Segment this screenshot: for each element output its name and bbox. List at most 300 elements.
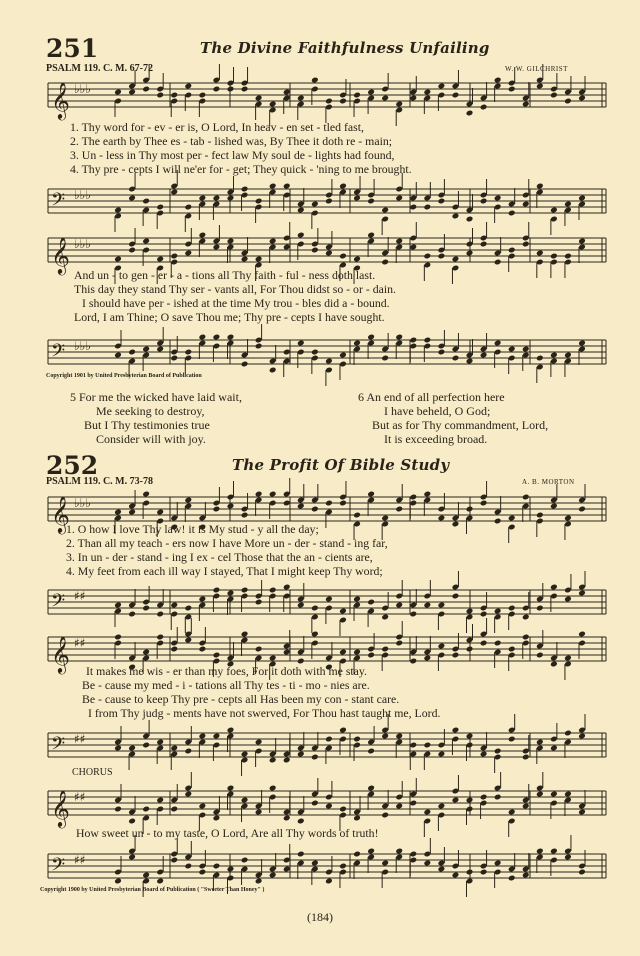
note-head <box>227 727 235 734</box>
note-head <box>409 494 417 501</box>
note-head <box>438 803 446 810</box>
note-head <box>325 198 333 205</box>
note-head <box>522 634 530 641</box>
note-head <box>522 241 530 248</box>
note-head <box>409 742 417 749</box>
note-head <box>184 204 192 211</box>
lyric-line: 2. Than all my teach - ers now I have More un - der - stand - ing far, <box>66 536 388 550</box>
note-head <box>114 207 122 214</box>
note-head <box>199 195 207 202</box>
note-head <box>199 733 207 740</box>
note-head <box>142 491 150 498</box>
note-head <box>367 599 375 606</box>
note-head <box>452 213 460 220</box>
note-head <box>339 608 347 615</box>
note-head <box>564 854 572 861</box>
note-head <box>480 794 488 801</box>
note-head <box>395 238 403 245</box>
note-head <box>184 863 192 870</box>
lyric-line: 3. Un - less in Thy most per - fect law My soul de - lights had found, <box>70 148 395 162</box>
lyric-line: 1. Thy word for - ev - er is, O Lord, In heav - en set - tled fast, <box>70 120 364 134</box>
note-head <box>494 340 502 347</box>
note-head <box>297 232 305 239</box>
note-head <box>395 640 403 647</box>
note-head <box>241 751 249 758</box>
note-head <box>466 110 474 117</box>
note-head <box>325 500 333 507</box>
verse-line: It is exceeding broad. <box>384 432 488 446</box>
note-head <box>213 733 221 740</box>
note-head <box>339 806 347 813</box>
note-head <box>452 355 460 362</box>
note-head <box>142 872 150 879</box>
note-head <box>550 92 558 99</box>
note-head <box>170 92 178 99</box>
note-head <box>114 89 122 96</box>
lyric-line: And un - to gen - er - a - tions all Thy faith - ful - ness doth last. <box>74 268 376 282</box>
note-head <box>184 83 192 90</box>
note-head <box>255 878 263 885</box>
bass-staff <box>44 183 610 219</box>
note-head <box>269 101 277 108</box>
note-head <box>438 751 446 758</box>
note-head <box>508 86 516 93</box>
note-head <box>395 733 403 740</box>
note-head <box>184 250 192 257</box>
note-head <box>227 785 235 792</box>
note-head <box>564 791 572 798</box>
note-head <box>311 349 319 356</box>
note-head <box>480 611 488 618</box>
page-number: (184) <box>307 910 333 924</box>
note-head <box>578 195 586 202</box>
note-head <box>564 352 572 359</box>
note-head <box>381 733 389 740</box>
chorus-lyric-line: How sweet un - to my taste, O Lord, Are all Thy words of truth! <box>76 826 379 840</box>
note-head <box>269 655 277 662</box>
note-head <box>353 340 361 347</box>
note-head <box>367 89 375 96</box>
note-head <box>480 352 488 359</box>
note-head <box>494 860 502 867</box>
note-head <box>367 198 375 205</box>
note-head <box>128 509 136 516</box>
note-head <box>269 367 277 374</box>
note-head <box>438 643 446 650</box>
note-head <box>564 515 572 522</box>
note-head <box>466 250 474 257</box>
note-head <box>170 253 178 260</box>
treble-clef-icon: 𝄞 <box>51 495 70 533</box>
hymn-title: The Profit Of Bible Study <box>232 456 450 474</box>
note-head <box>227 195 235 202</box>
note-head <box>227 866 235 873</box>
note-head <box>325 878 333 885</box>
note-head <box>381 259 389 266</box>
note-head <box>508 210 516 217</box>
hymn-composer: A. B. MORTON <box>522 478 575 486</box>
note-head <box>325 250 333 257</box>
note-head <box>283 757 291 764</box>
note-head <box>452 92 460 99</box>
note-head <box>466 216 474 223</box>
lyric-line: It makes me wis - er than my foes, For it doth with me stay. <box>86 664 367 678</box>
note-head <box>325 98 333 105</box>
note-head <box>339 727 347 734</box>
note-head <box>156 634 164 641</box>
note-head <box>536 250 544 257</box>
bass-clef-icon: 𝄢 <box>51 591 66 616</box>
note-head <box>184 637 192 644</box>
note-head <box>578 95 586 102</box>
note-head <box>114 509 122 516</box>
note-head <box>452 652 460 659</box>
note-head <box>184 349 192 356</box>
note-head <box>311 201 319 208</box>
note-head <box>564 655 572 662</box>
lyric-line: 4. My feet from each ill way I stayed, That I might keep Thy word; <box>66 564 383 578</box>
note-head <box>438 253 446 260</box>
key-signature-icon: ♯♯ <box>74 790 86 804</box>
note-head <box>494 748 502 755</box>
note-head <box>283 649 291 656</box>
bass-clef-icon: 𝄢 <box>51 855 66 880</box>
extra-verse-5 <box>70 390 242 446</box>
note-head <box>339 98 347 105</box>
lyric-line: I from Thy judg - ments have not swerved, For Thou hast taught me, Lord. <box>88 706 441 720</box>
note-head <box>353 512 361 519</box>
note-head <box>227 238 235 245</box>
note-head <box>409 800 417 807</box>
note-head <box>395 334 403 341</box>
note-head <box>438 83 446 90</box>
note-head <box>283 866 291 873</box>
note-head <box>170 602 178 609</box>
note-head <box>142 806 150 813</box>
note-head <box>325 803 333 810</box>
note-head <box>452 521 460 528</box>
note-head <box>424 602 432 609</box>
note-head <box>297 207 305 214</box>
verse-line: But I Thy testimonies true <box>84 418 210 432</box>
bass-staff <box>44 727 610 763</box>
note-head <box>311 247 319 254</box>
note-head <box>367 232 375 239</box>
lyric-line: I should have per - ished at the time My trou - bles did a - bound. <box>82 296 390 310</box>
note-head <box>269 872 277 879</box>
note-head <box>564 253 572 260</box>
note-head <box>480 198 488 205</box>
note-head <box>522 494 530 501</box>
note-head <box>381 95 389 102</box>
note-head <box>283 244 291 251</box>
note-head <box>283 349 291 356</box>
note-head <box>466 797 474 804</box>
copyright-notice: Copyright 1901 by United Presbyterian Board of Publication <box>46 373 202 379</box>
key-signature-icon: ♯♯ <box>74 853 86 867</box>
note-head <box>466 869 474 876</box>
bass-staff <box>44 334 610 370</box>
note-head <box>297 818 305 825</box>
chorus-label: CHORUS <box>72 767 113 778</box>
note-head <box>452 593 460 600</box>
note-head <box>199 869 207 876</box>
note-head <box>269 491 277 498</box>
note-head <box>170 857 178 864</box>
note-head <box>381 812 389 819</box>
note-head <box>297 503 305 510</box>
note-head <box>381 207 389 214</box>
note-head <box>339 500 347 507</box>
note-head <box>564 596 572 603</box>
lyric-line: 1. O how I love Thy law! it is My stud - y all the day; <box>66 522 319 536</box>
note-head <box>522 803 530 810</box>
note-head <box>536 355 544 362</box>
note-head <box>466 608 474 615</box>
note-head <box>367 334 375 341</box>
note-head <box>578 869 586 876</box>
lyric-line: 2. The earth by Thee es - tab - lished was, By Thee it doth re - main; <box>70 134 393 148</box>
note-head <box>480 751 488 758</box>
treble-clef-icon: 𝄞 <box>51 789 70 827</box>
note-head <box>142 198 150 205</box>
note-head <box>283 500 291 507</box>
note-head <box>170 189 178 196</box>
note-head <box>550 352 558 359</box>
note-head <box>311 605 319 612</box>
note-head <box>269 183 277 190</box>
note-head <box>438 515 446 522</box>
note-head <box>494 195 502 202</box>
note-head <box>409 658 417 665</box>
note-head <box>395 602 403 609</box>
note-head <box>480 104 488 111</box>
note-head <box>536 791 544 798</box>
note-head <box>409 851 417 858</box>
note-head <box>395 101 403 108</box>
note-head <box>578 340 586 347</box>
note-head <box>199 334 207 341</box>
key-signature-icon: ♭♭♭ <box>74 237 91 251</box>
note-head <box>438 198 446 205</box>
note-head <box>550 661 558 668</box>
note-head <box>156 739 164 746</box>
note-head <box>227 590 235 597</box>
note-head <box>311 754 319 761</box>
note-head <box>424 742 432 749</box>
verse-line: Me seeking to destroy, <box>96 404 205 418</box>
note-head <box>241 631 249 638</box>
note-head <box>522 872 530 879</box>
note-head <box>438 866 446 873</box>
note-head <box>283 183 291 190</box>
note-head <box>170 806 178 813</box>
note-head <box>424 491 432 498</box>
note-head <box>184 791 192 798</box>
note-head <box>156 346 164 353</box>
note-head <box>494 259 502 266</box>
note-head <box>381 614 389 621</box>
note-head <box>494 640 502 647</box>
note-head <box>395 803 403 810</box>
note-head <box>128 195 136 202</box>
note-head <box>381 646 389 653</box>
note-head <box>353 92 361 99</box>
note-head <box>142 742 150 749</box>
note-head <box>480 241 488 248</box>
note-head <box>395 195 403 202</box>
note-head <box>297 340 305 347</box>
bass-clef-icon: 𝄢 <box>51 190 66 215</box>
note-head <box>213 334 221 341</box>
note-head <box>550 584 558 591</box>
note-head <box>128 349 136 356</box>
note-head <box>438 602 446 609</box>
note-head <box>536 183 544 190</box>
treble-staff <box>44 77 610 119</box>
key-signature-icon: ♭♭♭ <box>74 82 91 96</box>
verse-line: But as for Thy commandment, Lord, <box>372 418 549 432</box>
note-head <box>564 98 572 105</box>
verse-line: I have beheld, O God; <box>384 404 491 418</box>
hymn-meter: PSALM 119. C. M. 67-72 <box>46 63 153 74</box>
note-head <box>297 751 305 758</box>
note-head <box>241 797 249 804</box>
note-head <box>522 754 530 761</box>
note-head <box>114 256 122 263</box>
lyric-line: Be - cause my med - i - tations all Thy tes - ti - mo - nies are. <box>82 678 370 692</box>
note-head <box>480 640 488 647</box>
note-head <box>213 652 221 659</box>
note-head <box>241 857 249 864</box>
note-head <box>466 506 474 513</box>
note-head <box>409 95 417 102</box>
note-head <box>114 878 122 885</box>
note-head <box>494 794 502 801</box>
note-head <box>409 611 417 618</box>
note-head <box>494 518 502 525</box>
note-head <box>522 201 530 208</box>
note-head <box>409 244 417 251</box>
note-head <box>353 596 361 603</box>
note-head <box>142 86 150 93</box>
note-head <box>213 244 221 251</box>
note-head <box>213 86 221 93</box>
note-head <box>156 204 164 211</box>
note-head <box>255 739 263 746</box>
note-head <box>367 848 375 855</box>
lyric-line: Lord, I am Thine; O save Thou me; Thy pre - cepts I have sought. <box>74 310 385 324</box>
note-head <box>269 238 277 245</box>
note-head <box>480 869 488 876</box>
note-head <box>241 186 249 193</box>
note-head <box>156 878 164 885</box>
note-head <box>156 797 164 804</box>
note-head <box>170 646 178 653</box>
note-head <box>283 89 291 96</box>
note-head <box>438 349 446 356</box>
note-head <box>381 355 389 362</box>
note-head <box>114 602 122 609</box>
note-head <box>550 745 558 752</box>
note-head <box>339 352 347 359</box>
note-head <box>156 611 164 618</box>
note-head <box>156 509 164 516</box>
note-head <box>550 253 558 260</box>
hymn-number: 251 <box>46 34 99 63</box>
note-head <box>409 204 417 211</box>
note-head <box>395 848 403 855</box>
note-head <box>395 506 403 513</box>
note-head <box>353 649 361 656</box>
note-head <box>325 736 333 743</box>
hymn-title: The Divine Faithfulness Unfailing <box>200 39 490 57</box>
note-head <box>311 77 319 84</box>
note-head <box>199 803 207 810</box>
note-head <box>241 256 249 263</box>
note-head <box>255 343 263 350</box>
note-head <box>142 346 150 353</box>
note-head <box>522 346 530 353</box>
note-head <box>480 500 488 507</box>
note-head <box>255 256 263 263</box>
note-head <box>339 253 347 260</box>
note-head <box>339 183 347 190</box>
note-head <box>170 745 178 752</box>
note-head <box>381 860 389 867</box>
note-head <box>283 815 291 822</box>
note-head <box>578 809 586 816</box>
note-head <box>536 848 544 855</box>
note-head <box>353 736 361 743</box>
note-head <box>325 596 333 603</box>
note-head <box>466 733 474 740</box>
note-head <box>184 748 192 755</box>
note-head <box>311 860 319 867</box>
note-head <box>367 748 375 755</box>
note-head <box>269 587 277 594</box>
note-head <box>452 872 460 879</box>
note-head <box>114 745 122 752</box>
note-head <box>452 797 460 804</box>
note-head <box>367 785 375 792</box>
note-head <box>578 238 586 245</box>
note-head <box>128 89 136 96</box>
note-head <box>227 334 235 341</box>
note-head <box>142 238 150 245</box>
lyric-line: This day they stand Thy ser - vants all, For Thou didst so - or - dain. <box>74 282 396 296</box>
note-head <box>424 655 432 662</box>
note-head <box>213 863 221 870</box>
note-head <box>184 605 192 612</box>
note-head <box>353 195 361 202</box>
note-head <box>297 95 305 102</box>
bass-staff <box>44 584 610 620</box>
note-head <box>325 358 333 365</box>
note-head <box>508 809 516 816</box>
treble-clef-icon: 𝄞 <box>51 635 70 673</box>
note-head <box>311 800 319 807</box>
hymn-meter: PSALM 119. C. M. 73-78 <box>46 476 153 487</box>
note-head <box>424 860 432 867</box>
note-head <box>255 809 263 816</box>
note-head <box>564 730 572 737</box>
note-head <box>522 614 530 621</box>
note-head <box>508 605 516 612</box>
note-head <box>269 785 277 792</box>
note-head <box>283 584 291 591</box>
copyright-notice: Copyright 1900 by United Presbyterian Board of Publication ( "Sweeter Than Honey" ) <box>40 887 265 893</box>
